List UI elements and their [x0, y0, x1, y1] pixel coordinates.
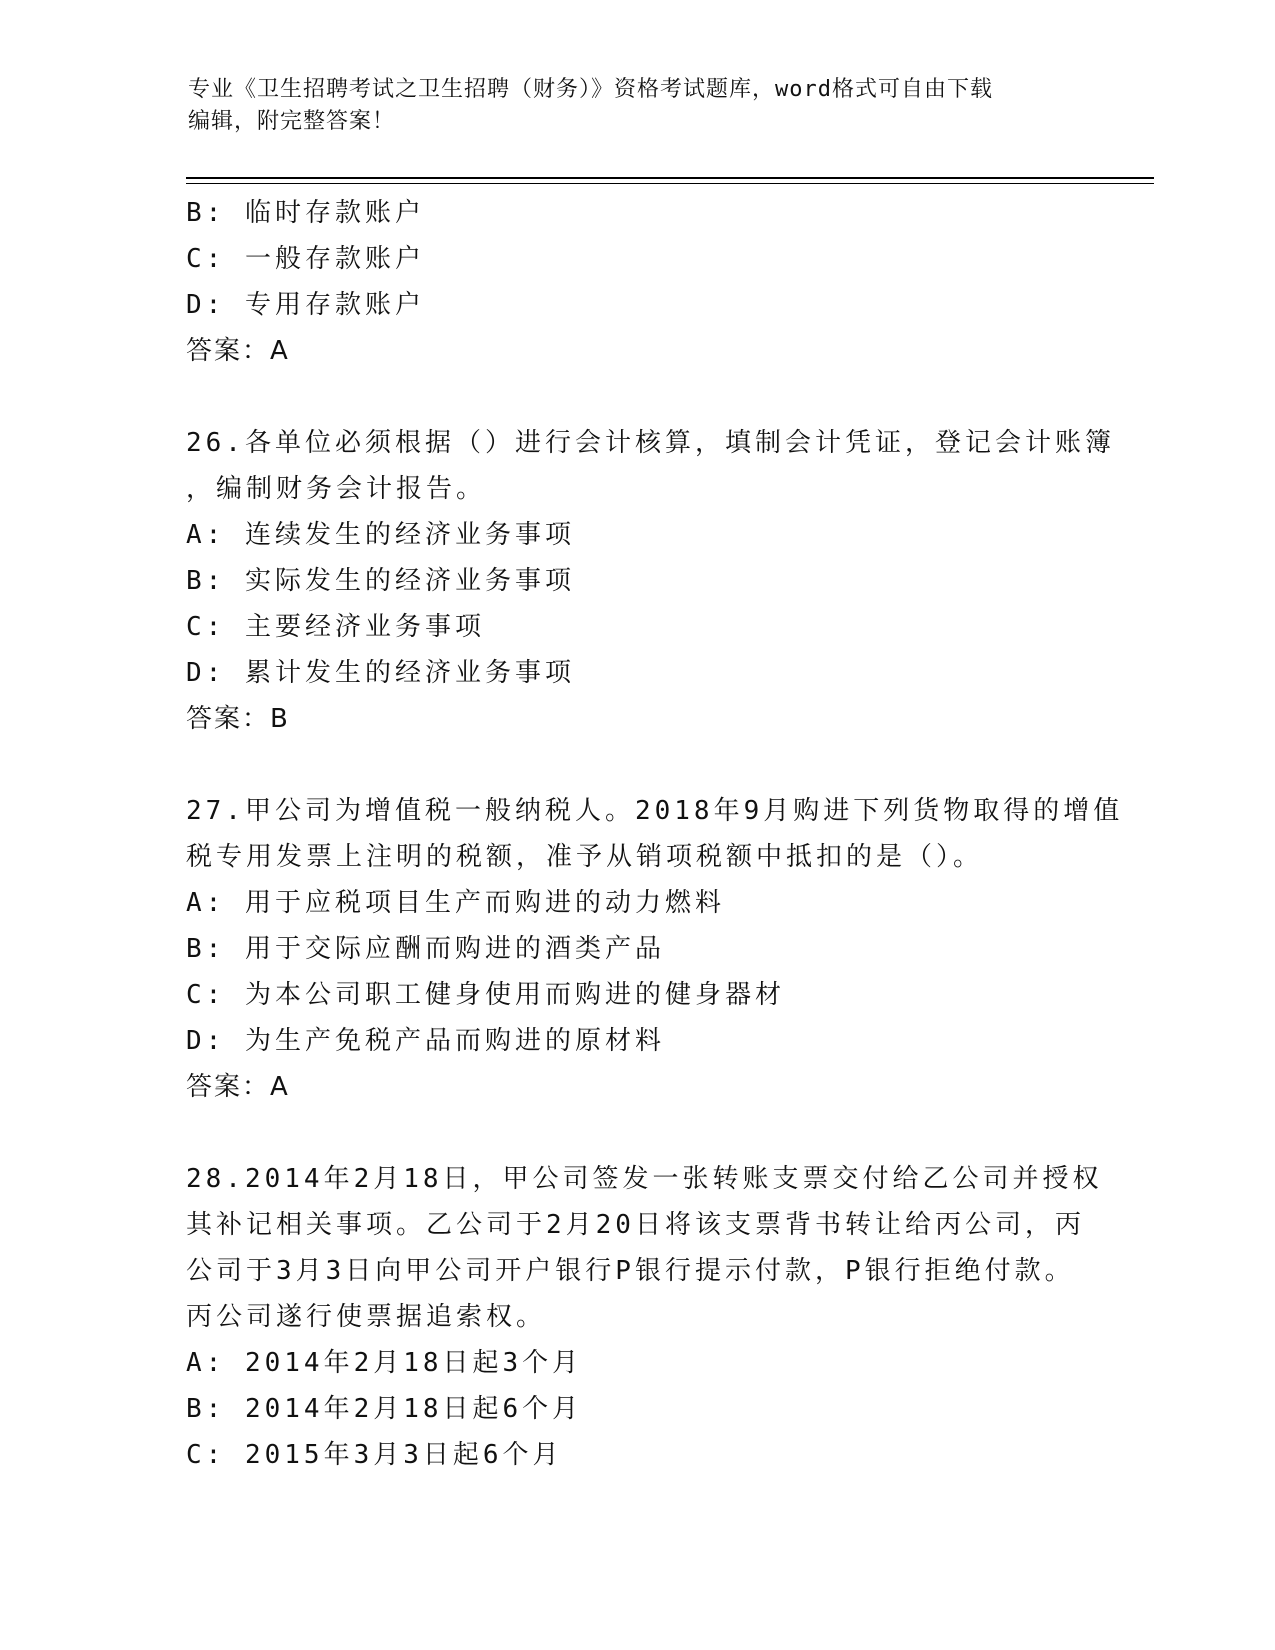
- q26-stem-line-1: 26.各单位必须根据（）进行会计核算，填制会计凭证，登记会计账簿: [186, 428, 1115, 458]
- q26-option-b: B: 实际发生的经济业务事项: [186, 566, 575, 596]
- question-25: [186, 190, 1086, 374]
- q27-option-a: A: 用于应税项目生产而购进的动力燃料: [186, 888, 725, 918]
- q25-option-d: D: 专用存款账户: [186, 290, 425, 320]
- q27-stem-line-2: 税专用发票上注明的税额，准予从销项税额中抵扣的是（）。: [186, 842, 984, 872]
- question-content: [186, 190, 1124, 1478]
- q28-option-a: A: 2014年2月18日起3个月: [186, 1348, 583, 1378]
- q28-option-c: C: 2015年3月3日起6个月: [186, 1440, 563, 1470]
- q27-answer: 答案：A: [186, 1072, 290, 1102]
- header-line-1: 专业《卫生招聘考试之卫生招聘（财务）》资格考试题库，word格式可自由下载: [188, 77, 993, 102]
- q26-stem-line-2: ，编制财务会计报告。: [186, 474, 487, 504]
- header-rule-thin: [186, 183, 1154, 184]
- q26-option-a: A: 连续发生的经济业务事项: [186, 520, 575, 550]
- q28-stem-line-1: 28.2014年2月18日，甲公司签发一张转账支票交付给乙公司并授权: [186, 1164, 1103, 1194]
- q26-option-c: C: 主要经济业务事项: [186, 612, 485, 642]
- question-28: [186, 1156, 1103, 1478]
- q27-option-d: D: 为生产免税产品而购进的原材料: [186, 1026, 665, 1056]
- question-27: [186, 788, 1124, 1110]
- document-header: [188, 74, 1068, 138]
- spacer: [186, 1110, 1086, 1156]
- q27-option-c: C: 为本公司职工健身使用而购进的健身器材: [186, 980, 785, 1010]
- header-rule-thick: [186, 177, 1154, 179]
- spacer: [186, 742, 1086, 788]
- q25-option-b: B: 临时存款账户: [186, 198, 425, 228]
- q27-option-b: B: 用于交际应酬而购进的酒类产品: [186, 934, 665, 964]
- spacer: [186, 374, 1086, 420]
- q28-stem-line-3: 公司于3月3日向甲公司开户银行P银行提示付款，P银行拒绝付款。: [186, 1256, 1075, 1286]
- q26-option-d: D: 累计发生的经济业务事项: [186, 658, 575, 688]
- q25-answer: 答案：A: [186, 336, 290, 366]
- question-26: [186, 420, 1115, 742]
- q28-stem-line-4: 丙公司遂行使票据追索权。: [186, 1302, 547, 1332]
- q28-option-b: B: 2014年2月18日起6个月: [186, 1394, 583, 1424]
- q26-answer: 答案：B: [186, 704, 290, 734]
- header-line-2: 编辑，附完整答案！: [188, 109, 396, 134]
- q28-stem-line-2: 其补记相关事项。乙公司于2月20日将该支票背书转让给丙公司，丙: [186, 1210, 1085, 1240]
- q27-stem-line-1: 27.甲公司为增值税一般纳税人。2018年9月购进下列货物取得的增值: [186, 796, 1124, 826]
- q25-option-c: C: 一般存款账户: [186, 244, 425, 274]
